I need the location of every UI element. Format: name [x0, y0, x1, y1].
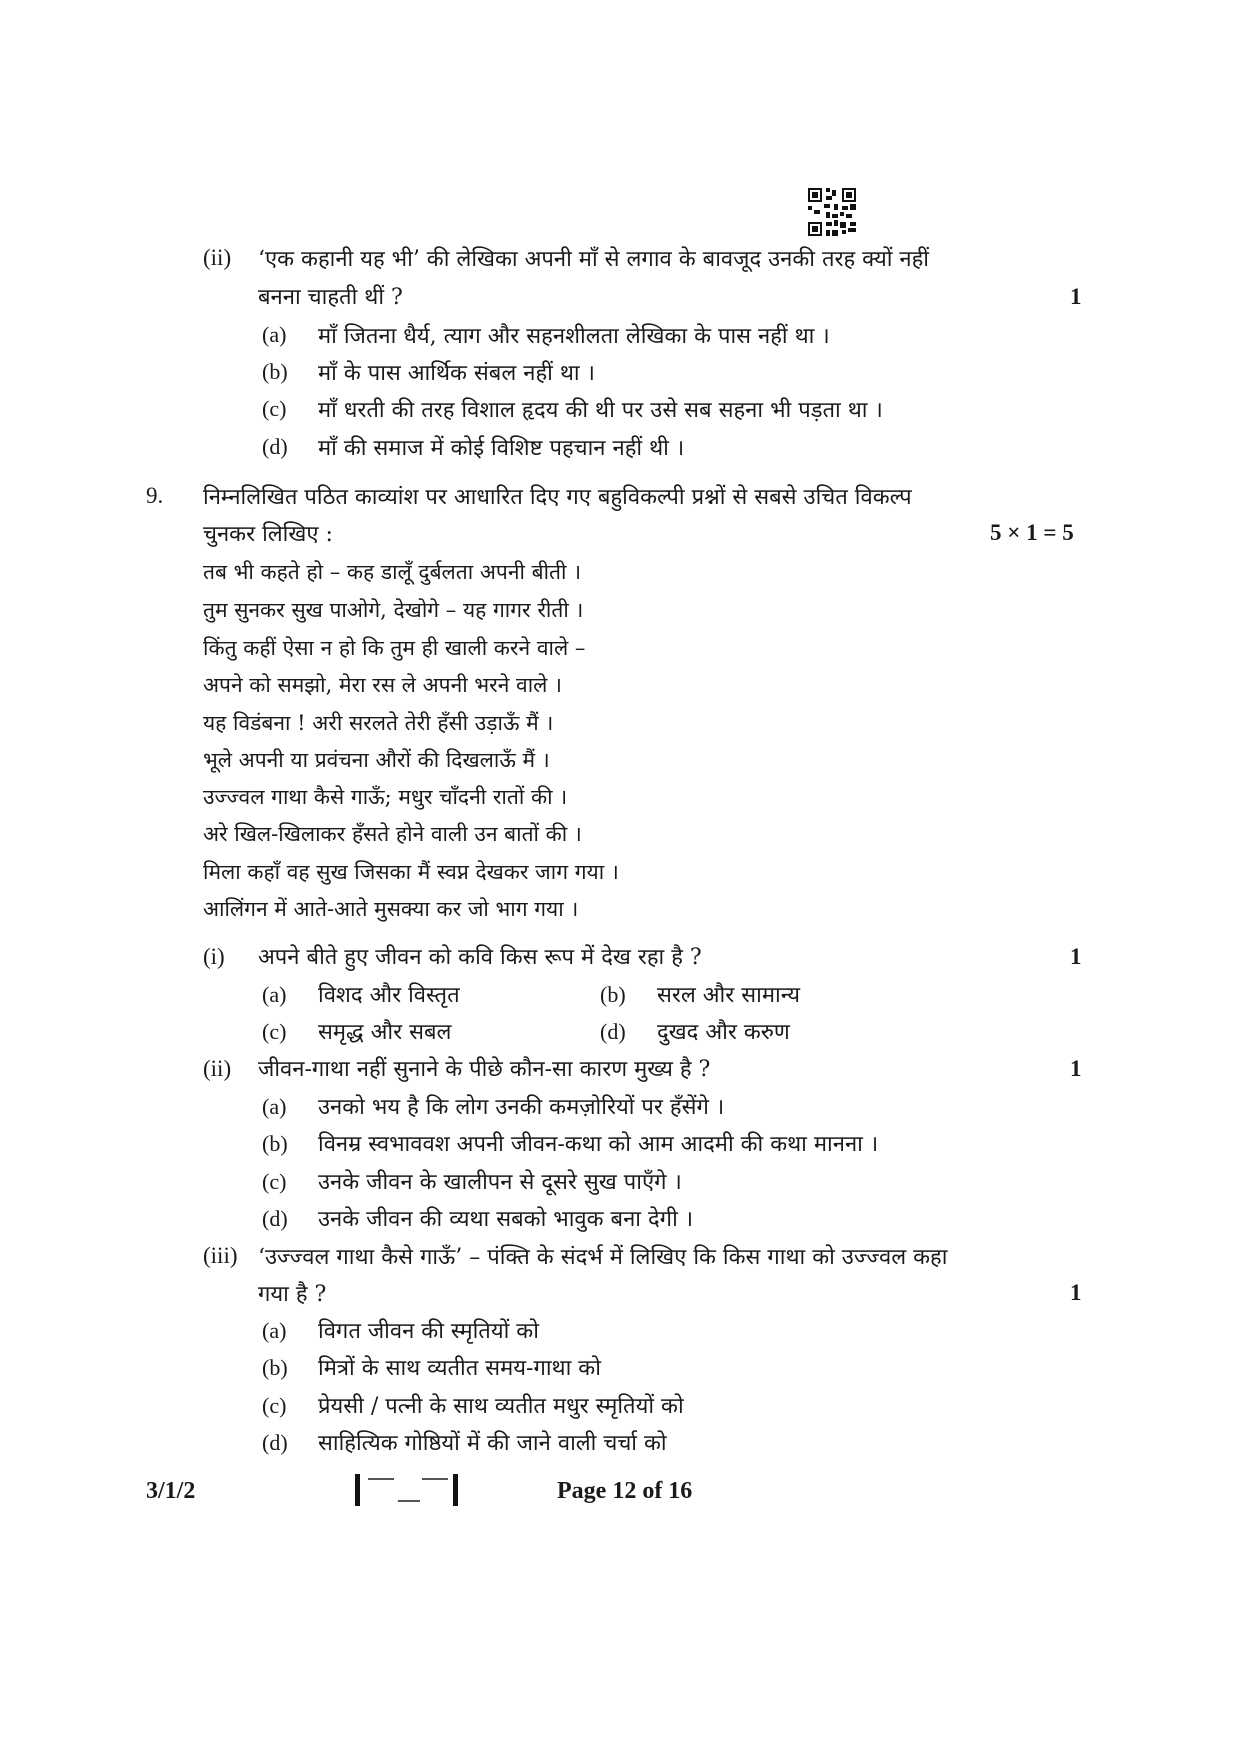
poem-line: तब भी कहते हो – कह डालूँ दुर्बलता अपनी बीती ।	[203, 560, 582, 584]
q8-ii-option-label: (a)	[262, 322, 287, 347]
q8-ii-option-b: माँ के पास आर्थिक संबल नहीं था ।	[318, 361, 595, 386]
q9-i-question: अपने बीते हुए जीवन को कवि किस रूप में देख रहा है ?	[258, 945, 702, 970]
q9-ii-question: जीवन-गाथा नहीं सुनाने के पीछे कौन-सा कारण मुख्य है ?	[258, 1057, 711, 1082]
poem-line: अपने को समझो, मेरा रस ले अपनी भरने वाले ।	[203, 673, 563, 697]
q9-iii-option-a: विगत जीवन की स्मृतियों को	[318, 1319, 539, 1344]
paper-code: 3/1/2	[146, 1478, 196, 1504]
q9-iii-question-line2: गया है ?	[258, 1282, 327, 1307]
q9-instruction-line1: निम्नलिखित पठित काव्यांश पर आधारित दिए गए बहुविकल्पी प्रश्नों से सबसे उचित विकल्प	[203, 485, 912, 510]
q9-iii-question-line1: ‘उज्ज्वल गाथा कैसे गाऊँ’ – पंक्ति के संदर्भ में लिखिए कि किस गाथा को उज्ज्वल कहा	[258, 1245, 948, 1270]
q9-iii-number: (iii)	[203, 1243, 238, 1268]
q8-ii-option-label: (b)	[262, 359, 288, 384]
q9-number: 9.	[146, 483, 164, 508]
q8-ii-option-a: माँ जितना धैर्य, त्याग और सहनशीलता लेखिका के पास नहीं था ।	[318, 324, 830, 349]
poem-line: उज्ज्वल गाथा कैसे गाऊँ; मधुर चाँदनी रातों की ।	[203, 785, 568, 809]
q9-i-option-label: (b)	[600, 982, 626, 1007]
q9-i-option-a: विशद और विस्तृत	[318, 983, 460, 1008]
q9-i-option-b: सरल और सामान्य	[657, 983, 800, 1008]
q9-i-option-label: (d)	[600, 1019, 626, 1044]
q9-ii-option-a: उनको भय है कि लोग उनकी कमज़ोरियों पर हँसेंगे ।	[318, 1095, 725, 1120]
q9-ii-option-b: विनम्र स्वभाववश अपनी जीवन-कथा को आम आदमी की कथा मानना ।	[318, 1132, 879, 1157]
poem-line: मिला कहाँ वह सुख जिसका मैं स्वप्न देखकर जाग गया ।	[203, 860, 619, 884]
barcode-icon	[352, 1472, 462, 1508]
q8-ii-question-line1: ‘एक कहानी यह भी’ की लेखिका अपनी माँ से लगाव के बावजूद उनकी तरह क्यों नहीं	[258, 247, 929, 272]
q9-iii-option-label: (b)	[262, 1355, 288, 1380]
q8-ii-marks: 1	[1070, 284, 1082, 309]
poem-line: अरे खिल-खिलाकर हँसते होने वाली उन बातों की ।	[203, 822, 582, 846]
q9-iii-option-label: (d)	[262, 1430, 288, 1455]
q9-iii-option-label: (c)	[262, 1393, 287, 1418]
poem-line: यह विडंबना ! अरी सरलते तेरी हँसी उड़ाऊँ मैं ।	[203, 711, 554, 735]
q9-marks: 5 × 1 = 5	[990, 520, 1074, 545]
q9-i-option-label: (c)	[262, 1019, 287, 1044]
q9-iii-option-label: (a)	[262, 1318, 287, 1343]
q9-ii-option-label: (a)	[262, 1094, 287, 1119]
q8-ii-option-label: (c)	[262, 396, 287, 421]
q9-ii-option-label: (c)	[262, 1169, 287, 1194]
q9-iii-option-b: मित्रों के साथ व्यतीत समय-गाथा को	[318, 1356, 601, 1381]
q9-ii-option-label: (b)	[262, 1131, 288, 1156]
q9-iii-marks: 1	[1070, 1280, 1082, 1305]
poem-line: भूले अपनी या प्रवंचना औरों की दिखलाऊँ मैं ।	[203, 748, 550, 772]
qr-code-icon	[808, 188, 856, 236]
page-number: Page 12 of 16	[557, 1478, 693, 1504]
poem-line: आलिंगन में आते-आते मुसक्या कर जो भाग गया ।	[203, 897, 579, 921]
q9-iii-option-c: प्रेयसी / पत्नी के साथ व्यतीत मधुर स्मृतियों को	[318, 1394, 684, 1419]
q9-ii-option-d: उनके जीवन की व्यथा सबको भावुक बना देगी ।	[318, 1207, 694, 1232]
q9-i-option-c: समृद्ध और सबल	[318, 1020, 452, 1045]
q9-ii-option-c: उनके जीवन के खालीपन से दूसरे सुख पाएँगे ।	[318, 1170, 682, 1195]
q9-i-marks: 1	[1070, 944, 1082, 969]
q9-i-number: (i)	[203, 944, 225, 969]
q9-ii-number: (ii)	[203, 1056, 232, 1081]
q9-i-option-d: दुखद और करुण	[657, 1020, 790, 1045]
q9-i-option-label: (a)	[262, 982, 287, 1007]
q8-ii-question-line2: बनना चाहती थीं ?	[258, 285, 403, 310]
q9-iii-option-d: साहित्यिक गोष्ठियों में की जाने वाली चर्चा को	[318, 1431, 667, 1456]
q9-instruction-line2: चुनकर लिखिए :	[203, 522, 333, 547]
q9-ii-marks: 1	[1070, 1056, 1082, 1081]
q8-ii-option-label: (d)	[262, 434, 288, 459]
q8-ii-option-d: माँ की समाज में कोई विशिष्ट पहचान नहीं थी ।	[318, 436, 685, 461]
q9-ii-option-label: (d)	[262, 1206, 288, 1231]
q8-ii-option-c: माँ धरती की तरह विशाल हृदय की थी पर उसे सब सहना भी पड़ता था ।	[318, 398, 883, 423]
q8-ii-number: (ii)	[203, 245, 232, 270]
poem-line: किंतु कहीं ऐसा न हो कि तुम ही खाली करने वाले –	[203, 636, 586, 660]
poem-line: तुम सुनकर सुख पाओगे, देखोगे – यह गागर रीती ।	[203, 598, 584, 622]
